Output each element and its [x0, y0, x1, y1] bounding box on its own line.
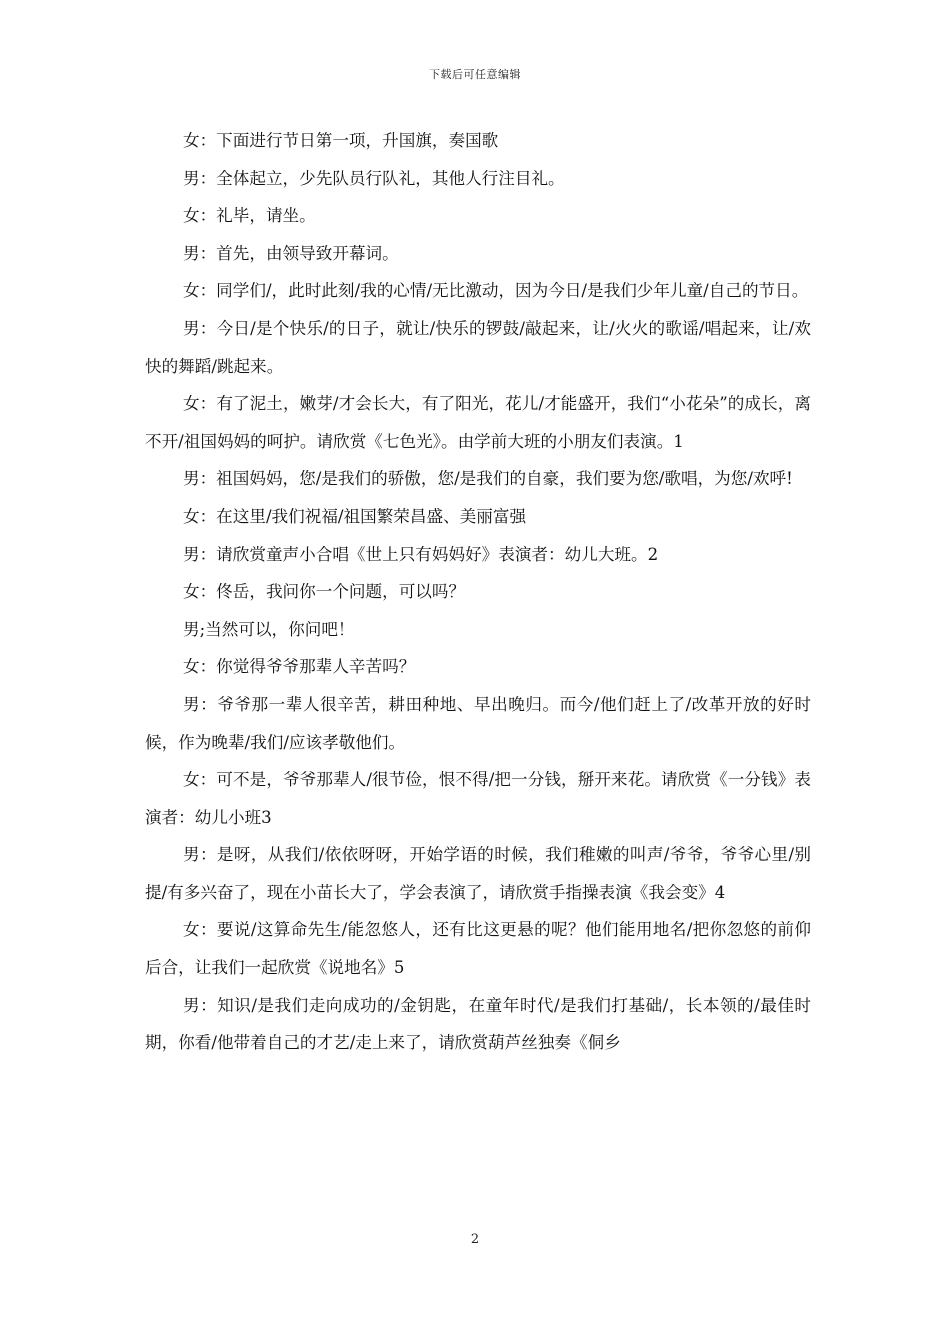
dialogue-line: 男：祖国妈妈，您/是我们的骄傲，您/是我们的自豪，我们要为您/歌唱，为您/欢呼!: [183, 469, 793, 489]
dialogue-line: 女：在这里/我们祝福/祖国繁荣昌盛、美丽富强: [183, 506, 527, 526]
dialogue-line: 男：爷爷那一辈人很辛苦，耕田种地、早出晚归。而今/他们赶上了/改革开放的好时候，作为晚辈/我们/应该孝敬他们。: [145, 694, 811, 752]
page-header: 下载后可任意编辑: [429, 68, 521, 81]
dialogue-line: 男：全体起立，少先队员行队礼，其他人行注目礼。: [183, 168, 565, 188]
script-body: [145, 122, 811, 1062]
dialogue-line: 女：礼毕，请坐。: [183, 206, 316, 226]
dialogue-line: 女：要说/这算命先生/能忽悠人，还有比这更悬的呢？他们能用地名/把你忽悠的前仰后合，让我们一起欣赏《说地名》5: [145, 920, 811, 978]
dialogue-line: 女：同学们/，此时此刻/我的心情/无比激动，因为今日/是我们少年儿童/自己的节日。: [183, 281, 809, 301]
dialogue-line: 女：你觉得爷爷那辈人辛苦吗？: [183, 657, 416, 677]
dialogue-line: 女：有了泥土，嫩芽/才会长大，有了阳光，花儿/才能盛开，我们“小花朵”的成长，离不开/祖国妈妈的呵护。请欣赏《七色光》。由学前大班的小朋友们表演。1: [145, 394, 811, 451]
dialogue-line: 女：下面进行节日第一项，升国旗，奏国歌: [183, 131, 499, 150]
dialogue-line: 男;当然可以，你问吧！: [183, 619, 355, 639]
dialogue-line: 男：今日/是个快乐/的日子，就让/快乐的锣鼓/敲起来，让/火火的歌谣/唱起来，让/欢快的舞蹈/跳起来。: [145, 318, 811, 376]
page-number: 2: [470, 1232, 480, 1247]
dialogue-line: 男：知识/是我们走向成功的/金钥匙，在童年时代/是我们打基础/，长本领的/最佳时期，你看/他带着自己的才艺/走上来了，请欣赏葫芦丝独奏《侗乡: [145, 995, 811, 1053]
dialogue-line: 男：请欣赏童声小合唱《世上只有妈妈好》表演者：幼儿大班。2: [183, 544, 659, 564]
dialogue-line: 女：佟岳，我问你一个问题，可以吗？: [183, 582, 466, 602]
dialogue-line: 男：是呀，从我们/依依呀呀，开始学语的时候，我们稚嫩的叫声/爷爷，爷爷心里/别提/有多兴奋了，现在小苗长大了，学会表演了，请欣赏手指操表演《我会变》4: [145, 845, 811, 902]
dialogue-line: 男：首先，由领导致开幕词。: [183, 243, 399, 263]
dialogue-line: 女：可不是，爷爷那辈人/很节俭，恨不得/把一分钱，掰开来花。请欣赏《一分钱》表演者：幼儿小班3: [145, 770, 811, 827]
